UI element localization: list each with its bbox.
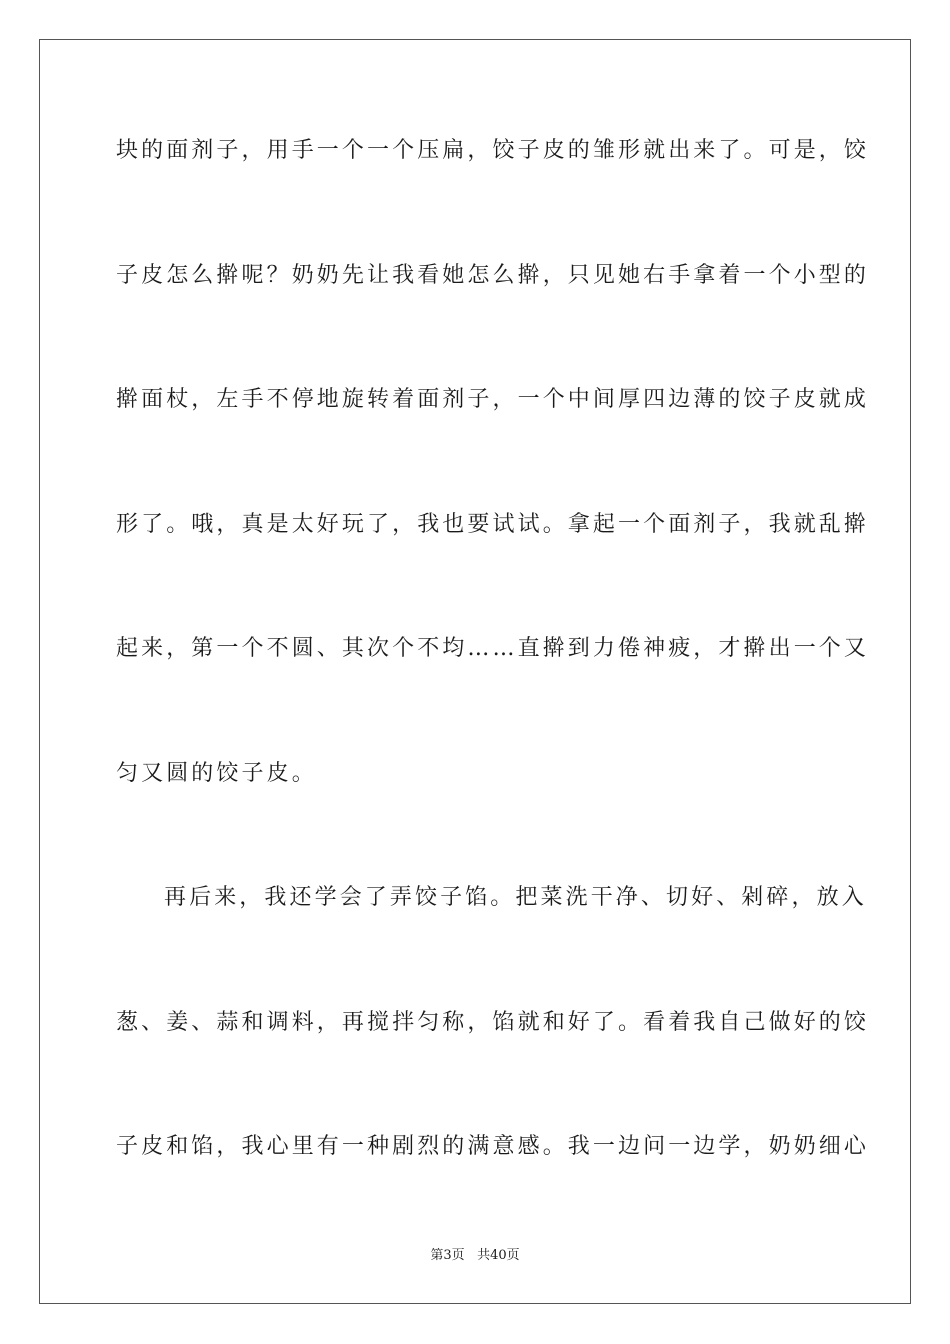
page-border — [39, 39, 911, 1304]
page-number: 第3页 — [430, 1248, 465, 1263]
text-line: 子皮怎么擀呢？奶奶先让我看她怎么擀，只见她右手拿着一个小型的 — [116, 263, 870, 288]
paragraph-first-line: 再后来，我还学会了弄饺子馅。把菜洗干净、切好、剁碎，放入 — [164, 885, 867, 910]
text-line: 形了。哦，真是太好玩了，我也要试试。拿起一个面剂子，我就乱擀 — [116, 512, 870, 537]
text-line: 块的面剂子，用手一个一个压扁，饺子皮的雏形就出来了。可是，饺 — [116, 138, 870, 163]
text-line: 匀又圆的饺子皮。 — [116, 761, 317, 786]
text-line: 子皮和馅，我心里有一种剧烈的满意感。我一边问一边学，奶奶细心 — [116, 1134, 870, 1159]
page-footer — [0, 1247, 950, 1265]
text-line: 擀面杖，左手不停地旋转着面剂子，一个中间厚四边薄的饺子皮就成 — [116, 387, 870, 412]
page-total: 共40页 — [477, 1248, 520, 1263]
text-line: 葱、姜、蒜和调料，再搅拌匀称，馅就和好了。看着我自己做好的饺 — [116, 1010, 870, 1035]
text-line: 起来，第一个不圆、其次个不均……直擀到力倦神疲，才擀出一个又 — [116, 636, 870, 661]
